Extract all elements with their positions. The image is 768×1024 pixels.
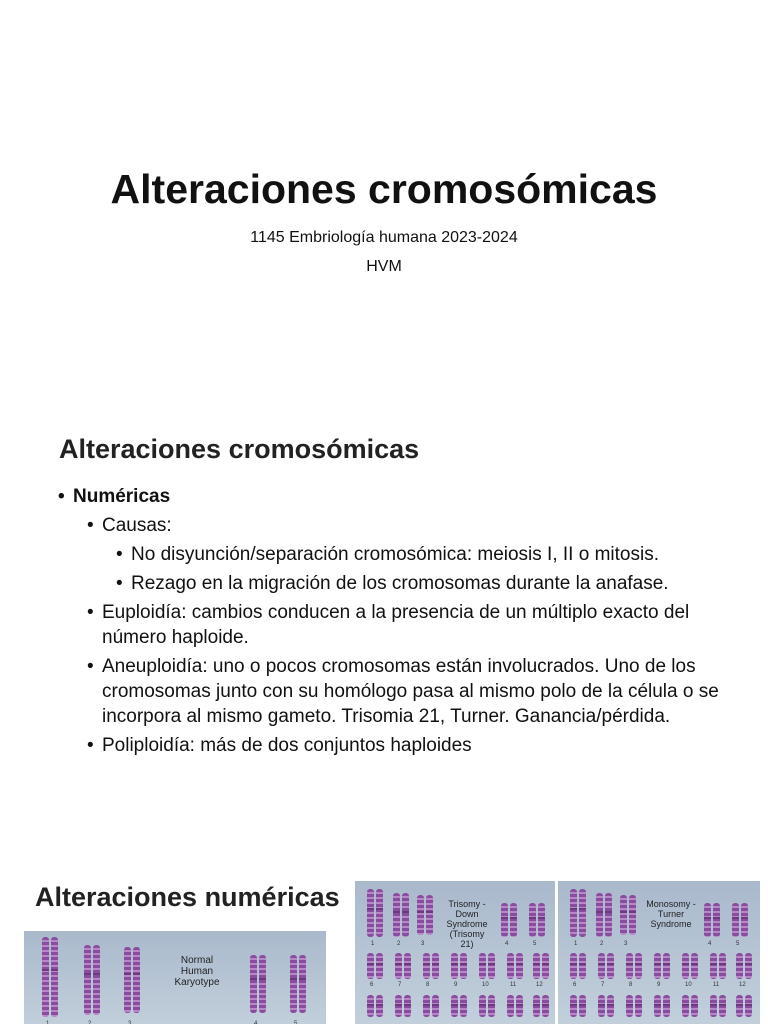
chromosome-shape — [460, 995, 467, 1017]
bullet-text: No disyunción/separación cromosómica: meiosis I, II o mitosis. — [131, 544, 659, 565]
chromosome-shape — [259, 955, 266, 1013]
chromosome-shape — [570, 995, 577, 1017]
chromosome-shape — [290, 955, 297, 1013]
chromosome-number: 5 — [294, 1021, 298, 1024]
course-subtitle: 1145 Embriología humana 2023-2024 — [250, 229, 518, 246]
chromosome-number: 12 — [739, 982, 746, 988]
bullet-text: Causas: — [102, 515, 172, 536]
chromosome-number: 8 — [629, 982, 633, 988]
label-line: Human — [180, 966, 214, 977]
chromosome-shape — [620, 895, 627, 935]
chromosome-number: 10 — [482, 982, 489, 988]
chromosome-shape — [133, 947, 140, 1013]
chromosome-shape — [488, 953, 495, 979]
chromosome-shape — [663, 995, 670, 1017]
chromosome-number: 4 — [254, 1021, 258, 1024]
chromosome-number: 2 — [88, 1021, 92, 1024]
chromosome-shape — [423, 953, 430, 979]
chromosome-shape — [367, 995, 374, 1017]
chromosome-shape — [516, 995, 523, 1017]
label-line: Syndrome — [650, 919, 692, 929]
bullet-item — [87, 513, 719, 538]
bullet-text: Poliploidía: más de dos conjuntos haploides — [102, 735, 472, 756]
chromosome-shape — [423, 995, 430, 1017]
slide-title: Alteraciones numéricas — [35, 882, 340, 912]
panel-label — [164, 955, 230, 988]
chromosome-shape — [93, 945, 100, 1015]
chromosome-number: 3 — [421, 941, 425, 947]
chromosome-shape — [605, 893, 612, 937]
bullet-marker: • — [116, 573, 123, 594]
label-line: (Trisomy 21) — [449, 929, 485, 949]
chromosome-shape — [691, 995, 698, 1017]
chromosome-number: 5 — [736, 941, 740, 947]
chromosome-shape — [538, 903, 545, 937]
chromosome-shape — [451, 953, 458, 979]
chromosome-shape — [719, 953, 726, 979]
chromosome-shape — [426, 895, 433, 935]
chromosome-number: 6 — [573, 982, 577, 988]
chromosome-shape — [460, 953, 467, 979]
label-line: Normal — [180, 955, 214, 966]
bullet-marker: • — [116, 544, 123, 565]
chromosome-shape — [607, 953, 614, 979]
bullet-marker: • — [87, 602, 94, 623]
label-line: Down — [455, 909, 479, 919]
chromosome-shape — [417, 895, 424, 935]
chromosome-shape — [367, 889, 374, 937]
chromosome-shape — [51, 937, 58, 1017]
slide-title: Alteraciones cromosómicas — [59, 434, 420, 464]
chromosome-shape — [713, 903, 720, 937]
chromosome-shape — [488, 995, 495, 1017]
chromosome-shape — [404, 953, 411, 979]
chromosome-number: 4 — [708, 941, 712, 947]
bullet-marker: • — [87, 735, 94, 756]
label-line: Karyotype — [174, 977, 220, 988]
chromosome-shape — [579, 995, 586, 1017]
chromosome-shape — [732, 903, 739, 937]
bullet-text: Numéricas — [73, 486, 171, 507]
chromosome-shape — [507, 995, 514, 1017]
chromosome-shape — [250, 955, 257, 1013]
chromosome-shape — [501, 903, 508, 937]
chromosome-shape — [635, 995, 642, 1017]
chromosome-shape — [635, 953, 642, 979]
panel-label — [443, 899, 491, 949]
chromosome-number: 7 — [398, 982, 402, 988]
chromosome-number: 10 — [685, 982, 692, 988]
label-line: Syndrome — [446, 919, 488, 929]
normal-karyotype-image — [24, 931, 326, 1024]
chromosome-number: 9 — [454, 982, 458, 988]
chromosome-shape — [741, 903, 748, 937]
bullet-marker: • — [58, 486, 65, 507]
chromosome-shape — [479, 995, 486, 1017]
chromosome-shape — [598, 953, 605, 979]
chromosome-shape — [432, 995, 439, 1017]
chromosome-shape — [395, 953, 402, 979]
chromosome-number: 1 — [574, 941, 578, 947]
chromosome-shape — [654, 995, 661, 1017]
chromosome-number: 9 — [657, 982, 661, 988]
chromosome-number: 5 — [533, 941, 537, 947]
chromosome-shape — [710, 953, 717, 979]
chromosome-shape — [704, 903, 711, 937]
chromosome-number: 11 — [510, 982, 517, 988]
bullet-item — [87, 654, 719, 729]
chromosome-shape — [736, 995, 743, 1017]
chromosome-number: 4 — [505, 941, 509, 947]
bullet-item — [87, 600, 719, 650]
chromosome-shape — [719, 995, 726, 1017]
chromosome-shape — [607, 995, 614, 1017]
title-slide — [0, 0, 768, 432]
chromosome-shape — [682, 953, 689, 979]
chromosome-shape — [451, 995, 458, 1017]
chromosome-shape — [84, 945, 91, 1015]
chromosome-shape — [516, 953, 523, 979]
chromosome-number: 11 — [713, 982, 720, 988]
chromosome-number: 1 — [46, 1021, 50, 1024]
monosomy-karyotype-image — [558, 881, 760, 1024]
content-slide — [0, 432, 768, 864]
chromosome-shape — [629, 895, 636, 935]
label-line: Monosomy - — [646, 899, 696, 909]
chromosome-number: 2 — [600, 941, 604, 947]
chromosome-number: 3 — [624, 941, 628, 947]
chromosome-shape — [542, 995, 549, 1017]
chromosome-shape — [663, 953, 670, 979]
chromosome-shape — [376, 995, 383, 1017]
label-line: Turner — [657, 909, 685, 919]
chromosome-shape — [626, 953, 633, 979]
trisomy-karyotype-image — [355, 881, 555, 1024]
author-initials: HVM — [366, 258, 402, 275]
chromosome-number: 7 — [601, 982, 605, 988]
chromosome-shape — [376, 889, 383, 937]
panel-label — [644, 899, 698, 929]
chromosome-shape — [395, 995, 402, 1017]
chromosome-shape — [393, 893, 400, 937]
chromosome-shape — [533, 953, 540, 979]
chromosome-shape — [432, 953, 439, 979]
bullet-text: Rezago en la migración de los cromosomas durante la anafase. — [131, 573, 669, 594]
bullet-item — [58, 484, 719, 509]
chromosome-number: 1 — [371, 941, 375, 947]
chromosome-shape — [376, 953, 383, 979]
chromosome-shape — [542, 953, 549, 979]
chromosome-shape — [529, 903, 536, 937]
chromosome-shape — [682, 995, 689, 1017]
chromosome-shape — [579, 953, 586, 979]
chromosome-shape — [570, 953, 577, 979]
chromosome-shape — [579, 889, 586, 937]
chromosome-shape — [654, 953, 661, 979]
karyotype-slide — [0, 864, 768, 1024]
chromosome-number: 2 — [397, 941, 401, 947]
bullet-list — [59, 484, 719, 762]
label-line: Trisomy - — [448, 899, 486, 909]
bullet-marker: • — [87, 656, 94, 677]
chromosome-shape — [598, 995, 605, 1017]
chromosome-number: 8 — [426, 982, 430, 988]
chromosome-shape — [479, 953, 486, 979]
bullet-item — [116, 542, 719, 567]
chromosome-shape — [299, 955, 306, 1013]
chromosome-shape — [736, 953, 743, 979]
chromosome-number: 3 — [128, 1021, 132, 1024]
bullet-item — [116, 571, 719, 596]
chromosome-shape — [404, 995, 411, 1017]
chromosome-shape — [533, 995, 540, 1017]
chromosome-shape — [626, 995, 633, 1017]
bullet-text: Euploidía: cambios conducen a la presencia de un múltiplo exacto del número haploide. — [102, 602, 690, 648]
chromosome-shape — [745, 953, 752, 979]
chromosome-shape — [745, 995, 752, 1017]
chromosome-number: 12 — [536, 982, 543, 988]
presentation-title: Alteraciones cromosómicas — [110, 166, 658, 212]
chromosome-shape — [402, 893, 409, 937]
chromosome-shape — [710, 995, 717, 1017]
bullet-text: Aneuploidía: uno o pocos cromosomas están involucrados. Uno de los cromosomas junto con su homólogo pasa al mismo polo de la célula o se incorpora al mismo gameto. Trisomia 21, Turner. Ganancia/pérdida. — [102, 656, 719, 727]
chromosome-shape — [596, 893, 603, 937]
chromosome-shape — [691, 953, 698, 979]
bullet-marker: • — [87, 515, 94, 536]
bullet-item — [87, 733, 719, 758]
chromosome-shape — [570, 889, 577, 937]
chromosome-shape — [124, 947, 131, 1013]
chromosome-shape — [367, 953, 374, 979]
chromosome-shape — [42, 937, 49, 1017]
chromosome-shape — [510, 903, 517, 937]
chromosome-shape — [507, 953, 514, 979]
chromosome-number: 6 — [370, 982, 374, 988]
